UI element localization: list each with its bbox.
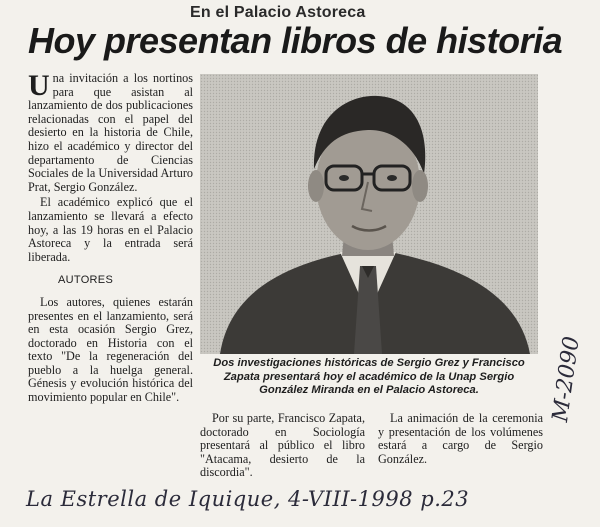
paragraph-2: El académico explicó que el lanzamiento se llevará a efecto hoy, a las 19 horas en el Palacio Astoreca y la entrada será liberada. (28, 195, 193, 264)
photo-caption: Dos investigaciones históricas de Sergio Grez y Francisco Zapata presentará hoy el académico de la Unap Sergio González Miranda en el Palacio Astoreca. (213, 357, 525, 396)
left-column (28, 69, 193, 407)
section-kicker: En el Palacio Astoreca (190, 4, 366, 21)
paragraph-3: Los autores, quienes estarán presentes en el lanzamiento, será en esta ocasión Sergio Grez, doctorado en Historia con el texto "De la regeneración del pueblo a la huelga general. Génesis y evolución histórica del movimiento popular en Chile". (28, 294, 193, 405)
paragraph-5: La animación de la ceremonia y presentación de los volúmenes estará a cargo de Sergio González. (378, 411, 543, 466)
handwritten-margin-note: M-2090 (548, 334, 585, 424)
portrait-photo (200, 74, 538, 354)
drop-cap: U (28, 69, 50, 102)
subhead-autores: AUTORES (58, 274, 114, 287)
right-column (378, 412, 543, 466)
handwritten-source-note: La Estrella de Iquique, 4-VIII-1998 p.23 (26, 487, 470, 511)
middle-column (200, 412, 365, 480)
lead-paragraph (28, 69, 193, 194)
headline: Hoy presentan libros de historia (28, 20, 563, 61)
paragraph-4: Por su parte, Francisco Zapata, doctorado en Sociología presentará al público el libro "Atacama, desierto de la discordia". (200, 411, 365, 480)
portrait-illustration (200, 74, 538, 354)
lead-text: na invitación a los nortinos para que asistan al lanzamiento de dos publicaciones relacionadas con el papel del desierto en la historia de Chile, hizo el académico y director del departamento de Ciencias Sociales de la Universidad Arturo Prat, Sergio González. (28, 71, 193, 194)
